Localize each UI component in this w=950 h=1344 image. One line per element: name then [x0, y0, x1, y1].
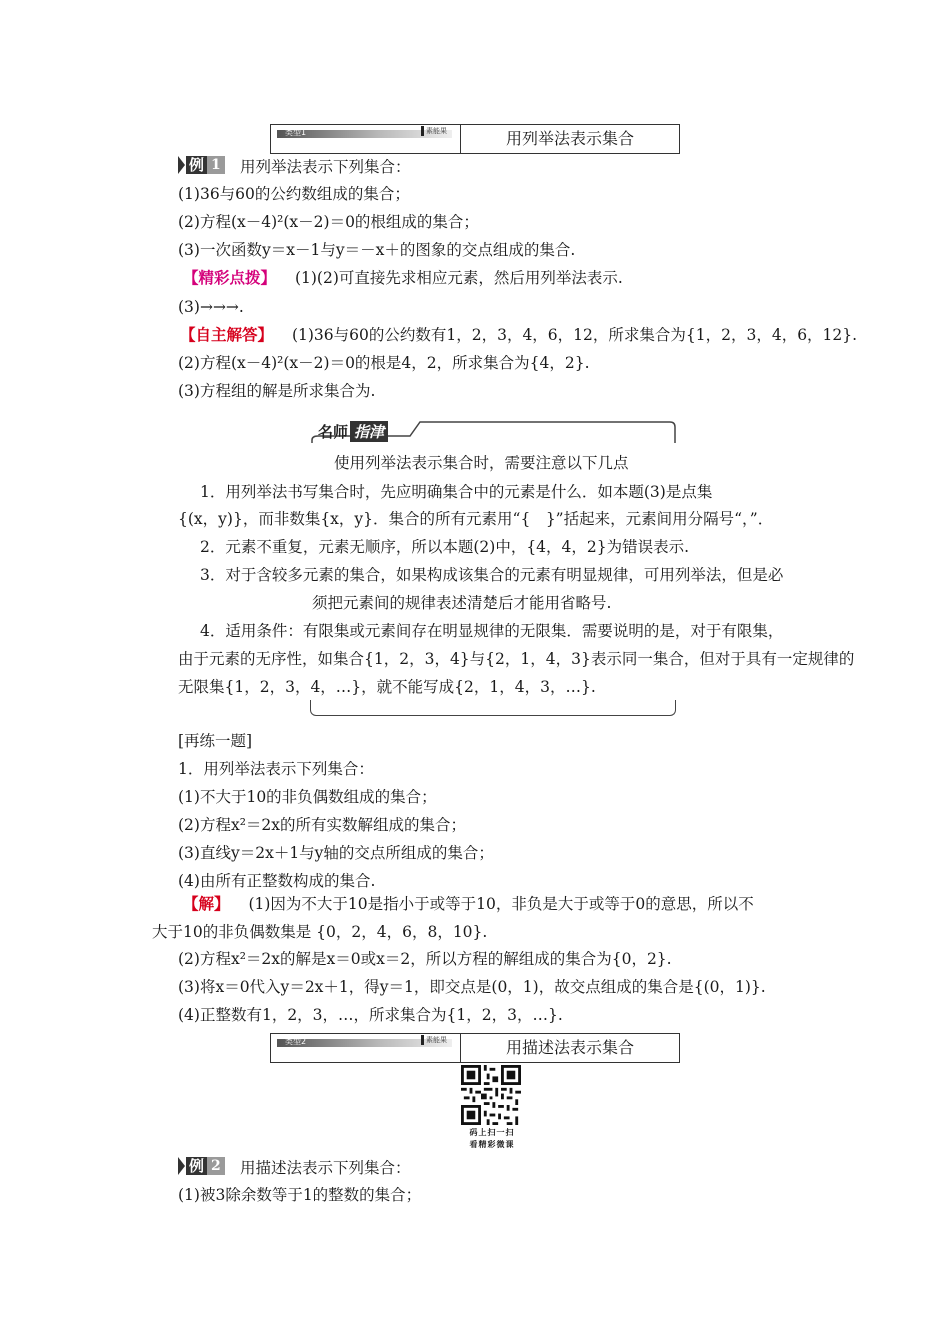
- badge-word: 例: [186, 1157, 207, 1175]
- hint-line-2: (3)→→→.: [178, 298, 244, 316]
- section-title: 用描述法表示集合: [505, 1038, 634, 1057]
- example-prompt: 用描述法表示下列集合：: [240, 1159, 411, 1177]
- example-item: (3)一次函数y＝x－1与y＝－x＋的图象的交点组成的集合.: [178, 241, 576, 259]
- tips-line: 4．适用条件：有限集或元素间存在明显规律的无限集．需要说明的是，对于有限集，: [200, 622, 784, 640]
- practice-line: (3)直线y＝2x＋1与y轴的交点所组成的集合；: [178, 844, 494, 862]
- section-tag-box: [271, 125, 461, 153]
- tips-line: 2．元素不重复，元素无顺序，所以本题(2)中，{4，4，2}为错误表示.: [200, 538, 690, 556]
- example-badge-1: [178, 155, 225, 175]
- tips-line: 由于元素的无序性，如集合{1，2，3，4}与{2，1，4，3}表示同一集合，但对于具有一定规律的: [178, 650, 855, 668]
- example-item: (1)被3除余数等于1的整数的集合；: [178, 1186, 422, 1204]
- section-tag-box: [271, 1034, 461, 1062]
- answer-line: (2)方程(x－4)²(x－2)＝0的根是4，2，所求集合为{4，2}.: [178, 354, 590, 372]
- qr-caption: 码上扫一扫: [469, 1128, 515, 1137]
- badge-arrow-icon: [178, 1157, 185, 1175]
- tips-line: 须把元素间的规律表述清楚后才能用省略号.: [312, 594, 612, 612]
- tips-frame-top: [310, 418, 676, 444]
- practice-line: (4)由所有正整数构成的集合.: [178, 872, 376, 890]
- solution-line: (2)方程x²＝2x的解是x＝0或x＝2，所以方程的解组成的集合为{0，2}.: [178, 950, 672, 968]
- solution-text: (1)因为不大于10是指小于或等于10，非负是大于或等于0的意思，所以不: [248, 895, 754, 913]
- section-mark: 素能果: [421, 126, 447, 136]
- tips-line: 3．对于含较多元素的集合，如果构成该集合的元素有明显规律，可用列举法，但是必: [200, 566, 784, 584]
- practice-label: [再练一题]: [178, 732, 253, 750]
- tips-line: 无限集{1，2，3，4，…}，就不能写成{2，1，4，3，…}.: [178, 678, 596, 696]
- solution-line: (4)正整数有1，2，3，…，所求集合为{1，2，3，…}.: [178, 1006, 563, 1024]
- badge-number: 2: [207, 1157, 225, 1175]
- practice-line: 1．用列举法表示下列集合：: [178, 760, 374, 778]
- tips-label-a: 名师: [318, 422, 349, 441]
- tips-label-b: 指津: [350, 421, 388, 442]
- solution-label: 【解】: [183, 894, 230, 913]
- tips-line: 1．用列举法书写集合时，先应明确集合中的元素是什么．如本题(3)是点集: [200, 483, 713, 501]
- qr-code-icon[interactable]: [461, 1065, 521, 1125]
- answer-line: [180, 325, 857, 345]
- example-item: (2)方程(x－4)²(x－2)＝0的根组成的集合；: [178, 213, 479, 231]
- section-mark: 素能果: [421, 1035, 447, 1045]
- hint-label: 【精彩点拨】: [183, 268, 277, 287]
- solution-line: (3)将x＝0代入y＝2x＋1，得y＝1，即交点是(0，1)，故交点组成的集合是{(0，1)}.: [178, 978, 766, 996]
- section-header-1: [270, 124, 680, 154]
- solution-line: 大于10的非负偶数集是 {0，2，4，6，8，10}.: [152, 923, 488, 941]
- section-tag: 类型2: [285, 1037, 307, 1046]
- section-title: 用列举法表示集合: [505, 129, 634, 148]
- practice-line: (1)不大于10的非负偶数组成的集合；: [178, 788, 437, 806]
- hint-line: [183, 268, 623, 288]
- example-prompt: 用列举法表示下列集合：: [240, 158, 411, 176]
- hint-text: (1)(2)可直接先求相应元素，然后用列举法表示.: [294, 269, 623, 287]
- tips-frame-bottom: [310, 700, 676, 716]
- answer-line: (3)方程组的解是所求集合为.: [178, 382, 376, 400]
- example-item: (1)36与60的公约数组成的集合；: [178, 185, 410, 203]
- solution-line: [183, 894, 754, 914]
- badge-number: 1: [207, 156, 225, 174]
- tips-label: [318, 420, 388, 442]
- answer-text: (1)36与60的公约数有1，2，3，4，6，12，所求集合为{1，2，3，4，6，12}.: [291, 326, 858, 344]
- example-badge-2: [178, 1156, 225, 1176]
- section-header-2: [270, 1033, 680, 1063]
- badge-arrow-icon: [178, 156, 185, 174]
- tips-heading: 使用列举法表示集合时，需要注意以下几点: [334, 454, 629, 472]
- practice-line: (2)方程x²＝2x的所有实数解组成的集合；: [178, 816, 467, 834]
- badge-word: 例: [186, 156, 207, 174]
- tips-line: {(x，y)}，而非数集{x，y}．集合的所有元素用“{ }”括起来，元素间用分隔号“，”．: [178, 510, 774, 528]
- qr-caption: 看精彩微课: [469, 1140, 515, 1149]
- answer-label: 【自主解答】: [180, 325, 274, 344]
- section-tag: 类型1: [285, 128, 307, 137]
